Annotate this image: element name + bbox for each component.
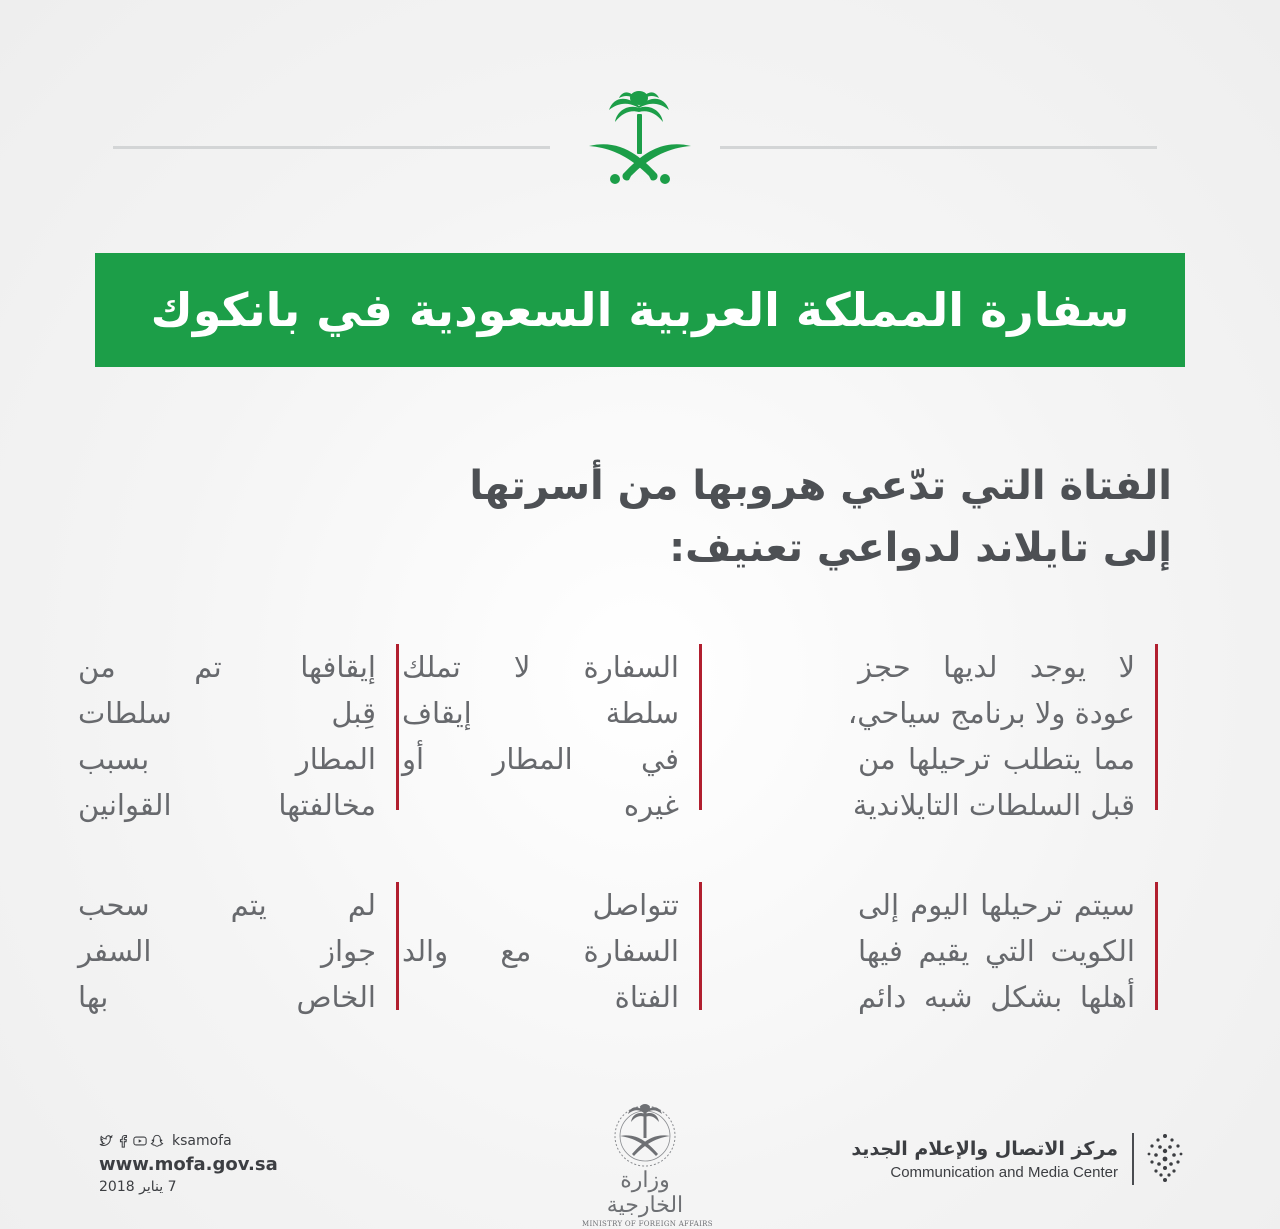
header-divider-right [720,146,1157,149]
ministry-logo [582,1098,713,1228]
fact-line: غيره [623,788,679,822]
embassy-banner [95,253,1185,367]
fact-line: الخاص بها [78,980,376,1014]
fact-line: قبل السلطات التايلاندية [852,788,1135,822]
ministry-seal-icon [610,1098,680,1168]
fact-airport-detention [78,644,399,822]
fact-line: في المطار أو [402,742,679,776]
social-row [99,1130,278,1152]
footer-contact [99,1130,278,1195]
fact-line: قِبل سلطات [78,696,376,730]
fact-line: سلطة إيقاف [402,696,679,730]
fact-contact-father [402,882,702,1014]
header-divider-left [113,146,550,149]
snapchat-icon[interactable] [150,1134,164,1148]
media-center-name-english: Communication and Media Center [890,1163,1118,1181]
ministry-name-arabic: وزارة الخارجية [606,1168,684,1218]
fact-line: أهلها بشكل شبه دائم [858,980,1135,1014]
headline [272,455,1172,579]
fact-line: مخالفتها القوانين [78,788,376,822]
publish-date: 7 يناير 2018 [99,1179,177,1195]
palm-swords-emblem-icon [585,84,695,188]
fact-line: تتواصل [592,888,679,922]
fact-embassy-authority [402,644,702,822]
facebook-icon[interactable] [116,1134,130,1148]
fact-line: لا يوجد لديها حجز [858,650,1135,684]
fact-line: عودة ولا برنامج سياحي، [847,696,1135,730]
ministry-name-english: MINISTRY OF FOREIGN AFFAIRS [582,1220,713,1228]
banner-title: سفارة المملكة العربية السعودية في بانكوك [150,283,1130,337]
fact-deportation-kuwait [858,882,1158,1014]
fact-line: السفارة لا تملك [402,650,679,684]
website-link[interactable]: www.mofa.gov.sa [99,1154,278,1175]
twitter-icon[interactable] [99,1134,113,1148]
media-center-text [851,1138,1118,1181]
fact-line: المطار بسبب [78,742,376,776]
fact-line: إيقافها تم من [78,650,376,684]
fact-no-return-ticket [847,644,1158,822]
fact-passport [78,882,399,1014]
media-center-name-arabic: مركز الاتصال والإعلام الجديد [851,1137,1118,1160]
fact-line: الفتاة [614,980,679,1014]
headline-line-2: إلى تايلاند لدواعي تعنيف: [669,525,1172,571]
social-handle[interactable]: ksamofa [172,1133,232,1149]
fact-line: سيتم ترحيلها اليوم إلى [858,888,1135,922]
fact-line: مما يتطلب ترحيلها من [858,742,1135,776]
media-center-block [851,1132,1184,1186]
youtube-icon[interactable] [133,1134,147,1148]
fact-line: الكويت التي يقيم فيها [858,934,1135,968]
fact-line: السفارة مع والد [402,934,679,968]
footer-divider [1132,1133,1134,1185]
fact-line: جواز السفر [78,934,376,968]
media-center-logo-icon [1146,1132,1184,1186]
headline-line-1: الفتاة التي تدّعي هروبها من أسرتها [469,463,1172,509]
fact-line: لم يتم سحب [78,888,376,922]
